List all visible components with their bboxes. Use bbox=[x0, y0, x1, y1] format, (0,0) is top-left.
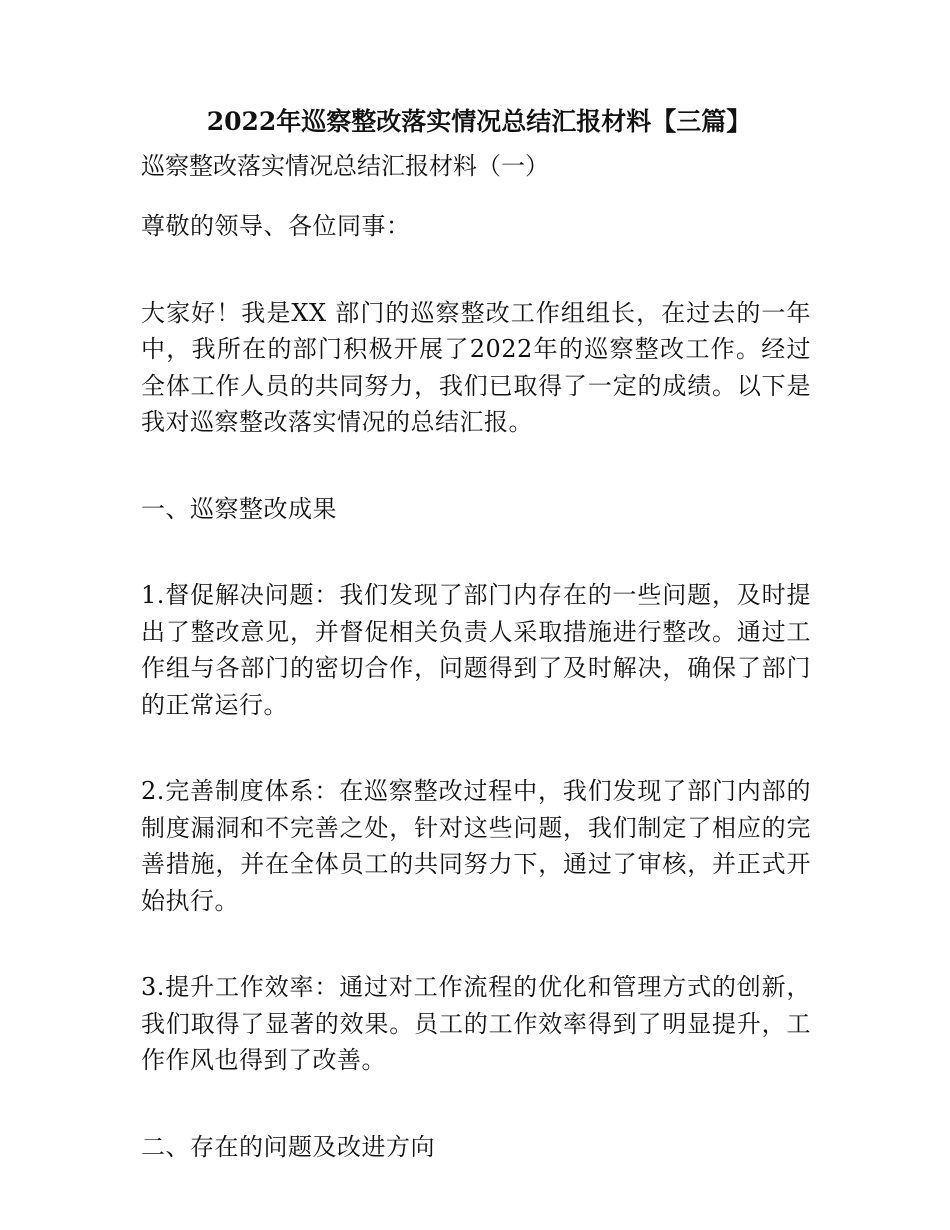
section-heading-problems: 二、存在的问题及改进方向 bbox=[141, 1132, 435, 1161]
list-item-improve-system: 2.完善制度体系：在巡察整改过程中，我们发现了部门内部的制度漏洞和不完善之处，针对这些问题，我们制定了相应的完善措施，并在全体员工的共同努力下，通过了审核，并正式开始执行。 bbox=[141, 777, 811, 915]
list-item-efficiency: 3.提升工作效率：通过对工作流程的优化和管理方式的创新，我们取得了显著的效果。员工的工作效率得到了明显提升，工作作风也得到了改善。 bbox=[141, 973, 811, 1074]
document-body bbox=[141, 100, 811, 1215]
greeting-paragraph: 尊敬的领导、各位同事： bbox=[141, 212, 411, 240]
section-heading-achievements: 一、巡察整改成果 bbox=[141, 494, 337, 523]
list-item-resolve-issues: 1.督促解决问题：我们发现了部门内存在的一些问题，及时提出了整改意见，并督促相关负责人采取措施进行整改。通过工作组与各部门的密切合作，问题得到了及时解决，确保了部门的正常运行。 bbox=[141, 581, 811, 719]
document-subtitle: 巡察整改落实情况总结汇报材料（一） bbox=[141, 152, 549, 180]
document-title: 2022年巡察整改落实情况总结汇报材料【三篇】 bbox=[206, 107, 752, 136]
intro-paragraph: 大家好！我是XX 部门的巡察整改工作组组长，在过去的一年中，我所在的部门积极开展了2022年的巡察整改工作。经过全体工作人员的共同努力，我们已取得了一定的成绩。以下是我对巡察整改落实情况的总结汇报。 bbox=[141, 298, 811, 436]
